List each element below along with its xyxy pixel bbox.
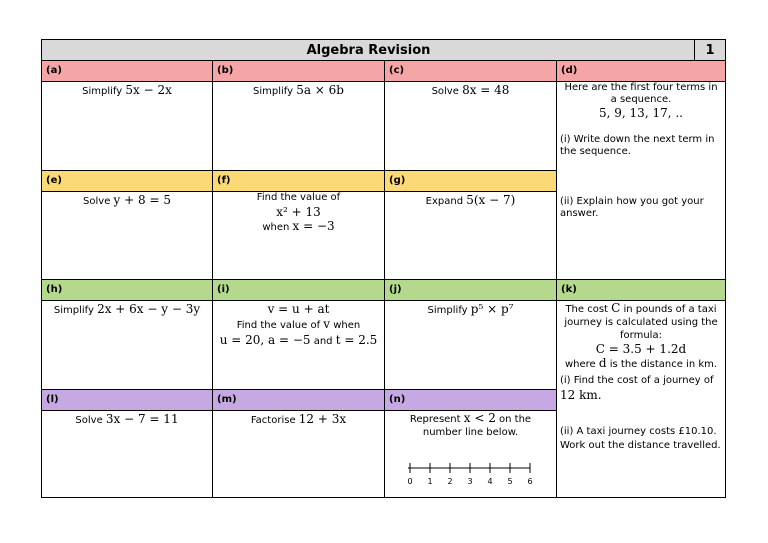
- question-c: Solve 8x = 48: [431, 83, 510, 97]
- number-line-tick-label: 3: [467, 477, 473, 486]
- sheet-number: 1: [695, 40, 725, 61]
- number-line-tick-label: 4: [487, 477, 493, 486]
- label-f: (f): [213, 171, 384, 191]
- label-d: (d): [557, 61, 725, 81]
- question-i: v = u + at Find the value of v when u = 20, a = −5 and t = 2.5: [219, 302, 378, 347]
- question-k: The cost C in pounds of a taxi journey is calculated using the formula: C = 3.5 + 1.2d where d is the distance in km.: [564, 301, 718, 370]
- label-a: (a): [42, 61, 212, 81]
- label-n: (n): [385, 390, 556, 410]
- label-e: (e): [42, 171, 212, 191]
- question-n: Represent x < 2 on the number line below.: [409, 411, 532, 438]
- question-k-part2: (ii) A taxi journey costs £10.10. Work out the distance travelled.: [560, 426, 721, 451]
- number-line: [406, 460, 536, 488]
- label-c: (c): [385, 61, 556, 81]
- label-k: (k): [557, 280, 725, 300]
- number-line-tick-label: 1: [427, 477, 433, 486]
- question-f: Find the value of x² + 13 when x = −3: [256, 192, 341, 233]
- label-g: (g): [385, 171, 556, 191]
- question-h: Simplify 2x + 6x − y − 3y: [53, 302, 201, 316]
- question-e: Solve y + 8 = 5: [83, 193, 171, 207]
- question-m: Factorise 12 + 3x: [250, 412, 347, 426]
- question-g: Expand 5(x − 7): [425, 193, 516, 207]
- page-title: Algebra Revision: [42, 40, 695, 61]
- worksheet: [41, 39, 726, 498]
- question-d-part2: (ii) Explain how you got your answer.: [560, 196, 704, 219]
- label-h: (h): [42, 280, 212, 300]
- label-i: (i): [213, 280, 384, 300]
- number-line-tick-label: 0: [407, 477, 413, 486]
- number-line-tick-label: 6: [527, 477, 533, 486]
- number-line-tick-label: 2: [447, 477, 453, 486]
- question-l: Solve 3x − 7 = 11: [75, 412, 179, 426]
- label-m: (m): [213, 390, 384, 410]
- label-b: (b): [213, 61, 384, 81]
- number-line-tick-label: 5: [507, 477, 513, 486]
- label-l: (l): [42, 390, 212, 410]
- question-j: Simplify p⁵ × p⁷: [427, 302, 514, 316]
- question-a: Simplify 5x − 2x: [82, 83, 172, 97]
- question-d-part1: (i) Write down the next term in the sequence.: [560, 134, 715, 157]
- label-j: (j): [385, 280, 556, 300]
- question-k-part1: (i) Find the cost of a journey of 12 km.: [560, 375, 714, 402]
- question-b: Simplify 5a × 6b: [252, 83, 344, 97]
- question-d: Here are the first four terms in a sequence. 5, 9, 13, 17, ..: [564, 82, 718, 120]
